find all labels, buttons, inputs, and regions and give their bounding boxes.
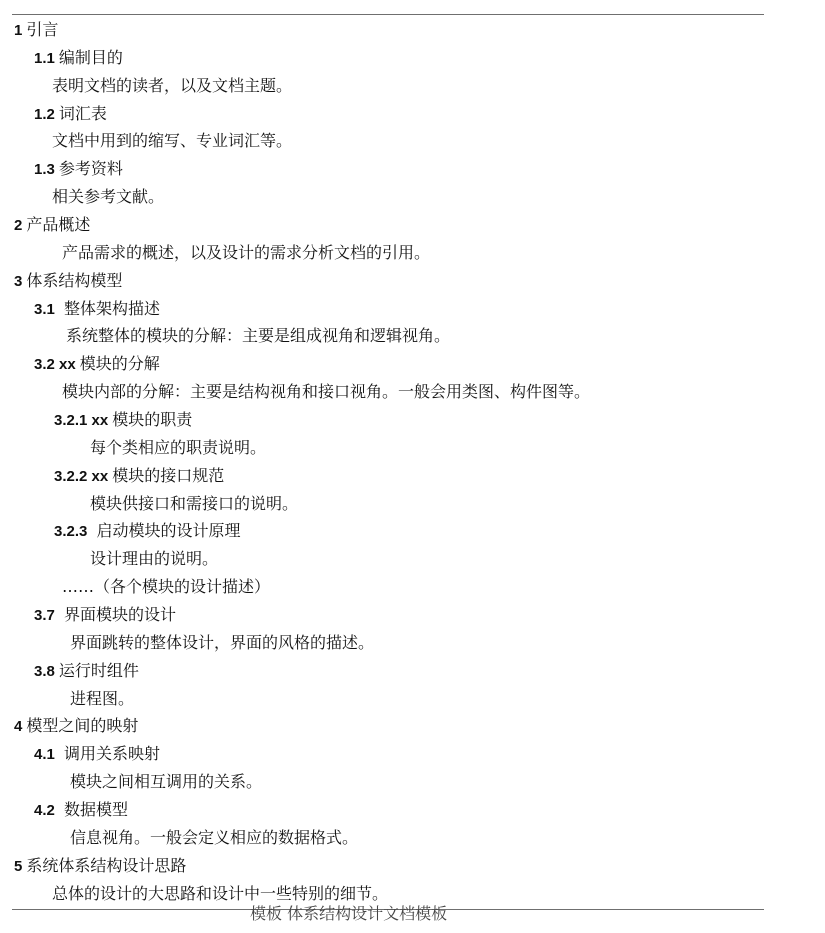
heading-4-1 (0, 740, 825, 768)
body-text: 表明文档的读者，以及文档主题。 (52, 75, 293, 95)
heading-number: 1.2 (34, 105, 55, 123)
heading-3 (0, 267, 825, 295)
heading-number: 3.2.3 (54, 523, 88, 541)
heading-number: 1 (14, 22, 23, 39)
heading-2 (0, 211, 825, 239)
body-text: 产品需求的概述，以及设计的需求分析文档的引用。 (62, 242, 431, 262)
heading-4-2 (0, 796, 825, 824)
document-outline (0, 16, 825, 908)
body-text: 总体的设计的大思路和设计中一些特别的细节。 (52, 883, 389, 903)
body-text: 系统整体的模块的分解：主要是组成视角和逻辑视角。 (66, 326, 451, 346)
body-text: 设计理由的说明。 (90, 549, 219, 569)
heading-number: 2 (14, 217, 23, 235)
caption-fragment (250, 904, 550, 923)
caption-text: 模板 体系结构设计文档模板 (250, 904, 448, 923)
heading-1-2 (0, 100, 825, 128)
heading-3-2 (0, 350, 825, 378)
heading-title: 启动模块的设计原理 (91, 521, 241, 541)
heading-number: 3.2 xx (34, 356, 76, 374)
heading-title: 模块的分解 (79, 354, 160, 374)
heading-3-8 (0, 657, 825, 685)
heading-title: 编制目的 (58, 47, 123, 67)
body-text: 模块之间相互调用的关系。 (70, 772, 263, 792)
heading-number: 4.1 (34, 746, 55, 764)
body-text: 进程图。 (70, 688, 135, 708)
heading-title: 模块的职责 (112, 410, 193, 430)
body-text: 相关参考文献。 (52, 187, 165, 207)
heading-number: 1.1 (34, 49, 55, 67)
body-text: 信息视角。一般会定义相应的数据格式。 (70, 827, 359, 847)
heading-number: 3.1 (34, 300, 55, 318)
heading-number: 3.2.2 xx (54, 467, 109, 485)
heading-title: 产品概述 (26, 215, 91, 235)
body-text: 模块供接口和需接口的说明。 (90, 493, 299, 513)
heading-title: 词汇表 (58, 103, 107, 123)
heading-title: 系统体系结构设计思路 (26, 855, 187, 875)
heading-3-1 (0, 295, 825, 323)
heading-title: 体系结构模型 (26, 270, 123, 290)
heading-3-7 (0, 601, 825, 629)
heading-5 (0, 852, 825, 880)
heading-number: 1.3 (34, 161, 55, 179)
heading-title: 模型之间的映射 (26, 716, 139, 736)
heading-title: 引言 (26, 20, 59, 39)
heading-title: 调用关系映射 (58, 744, 160, 764)
body-text: 界面跳转的整体设计，界面的风格的描述。 (70, 632, 375, 652)
heading-4 (0, 712, 825, 740)
heading-3-2-3 (0, 517, 825, 545)
heading-3-2-1 (0, 406, 825, 434)
body-text: 文档中用到的缩写、专业词汇等。 (52, 131, 293, 151)
heading-number: 3 (14, 272, 23, 290)
heading-title: 数据模型 (58, 800, 128, 820)
heading-3-2-2 (0, 462, 825, 490)
heading-number: 5 (14, 857, 23, 875)
heading-number: 4 (14, 718, 23, 736)
heading-title: 界面模块的设计 (58, 605, 176, 625)
heading-number: 3.2.1 xx (54, 412, 109, 430)
ellipsis-note: ……（各个模块的设计描述） (62, 577, 271, 597)
heading-1-3 (0, 155, 825, 183)
body-text: 模块内部的分解：主要是结构视角和接口视角。一般会用类图、构件图等。 (62, 382, 591, 402)
heading-title: 参考资料 (58, 159, 123, 179)
heading-number: 4.2 (34, 802, 55, 820)
heading-number: 3.8 (34, 662, 55, 680)
heading-number: 3.7 (34, 607, 55, 625)
body-text: 每个类相应的职责说明。 (90, 437, 267, 457)
heading-title: 运行时组件 (58, 660, 139, 680)
heading-1 (0, 16, 825, 44)
heading-title: 模块的接口规范 (112, 465, 225, 485)
top-rule (12, 14, 764, 15)
heading-1-1 (0, 44, 825, 72)
heading-title: 整体架构描述 (58, 298, 160, 318)
